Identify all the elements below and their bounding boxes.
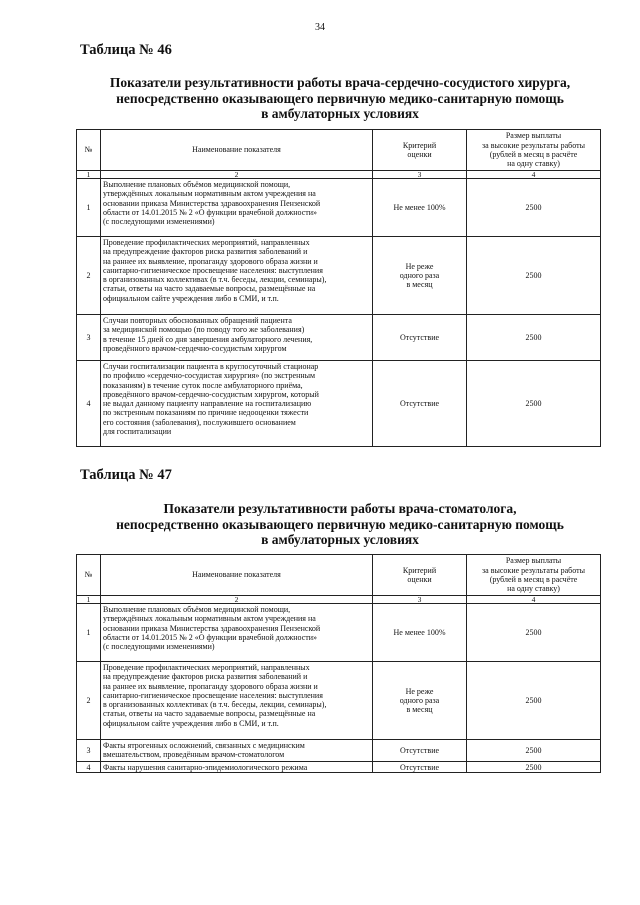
row-num: 1 — [77, 179, 101, 237]
column-numbers-row — [77, 171, 601, 179]
row-indicator: Проведение профилактических мероприятий, направленных на предупреждение факторов риска развития заболеваний и на раннее их выявление, пропаганду здорового образа жизни и санитарно-гигиеническое просвещение населения: выступления в организованных коллективах (в т.ч. беседы, лекции, семинары), статьи, ответы на часто задаваемые вопросы, размещённые на официальном сайте учреждения либо в СМИ, и т.п. — [101, 662, 373, 740]
row-indicator: Случаи повторных обоснованных обращений пациента за медицинской помощью (по поводу того же заболевания) в течение 15 дней со дня завершения амбулаторного лечения, проведённого врачом-сердечно-сосудистым хирургом — [101, 315, 373, 361]
title-line: в амбулаторных условиях — [261, 532, 419, 547]
header-payment: Размер выплаты за высокие результаты работы (рублей в месяц в расчёте на одну ставку) — [467, 555, 601, 596]
row-num: 2 — [77, 662, 101, 740]
row-criterion: Отсутствие — [373, 740, 467, 762]
row-indicator: Случаи госпитализации пациента в круглосуточный стационар по профилю «сердечно-сосудистая хирургия» (по экстренным показаниям) в течение суток после амбулаторного приёма, проведённого врачом-сердечно-сосудистым хирургом, который не выдал данному пациенту направление на госпитализацию по экстренным показаниям по причине недооценки тяжести его состояния (заболевания), послужившего основанием для госпитализации — [101, 361, 373, 447]
header-num: № — [77, 130, 101, 171]
row-criterion: Не реже одного раза в месяц — [373, 662, 467, 740]
row-num: 1 — [77, 604, 101, 662]
header-criterion: Критерий оценки — [373, 555, 467, 596]
title-line: Показатели результативности работы врача-стоматолога, — [163, 501, 517, 516]
row-num: 2 — [77, 237, 101, 315]
column-number: 2 — [101, 596, 373, 604]
column-number: 1 — [77, 171, 101, 179]
row-payment: 2500 — [467, 740, 601, 762]
table-row — [77, 361, 601, 447]
row-criterion: Не менее 100% — [373, 179, 467, 237]
row-num: 3 — [77, 315, 101, 361]
row-payment: 2500 — [467, 361, 601, 447]
row-payment: 2500 — [467, 179, 601, 237]
row-criterion: Не менее 100% — [373, 604, 467, 662]
row-criterion: Отсутствие — [373, 361, 467, 447]
row-indicator: Проведение профилактических мероприятий, направленных на предупреждение факторов риска развития заболеваний и на раннее их выявление, пропаганду здорового образа жизни и санитарно-гигиеническое просвещение населения: выступления в организованных коллективах (в т.ч. беседы, лекции, семинары), статьи, ответы на часто задаваемые вопросы, размещённые на официальном сайте учреждения либо в СМИ, и т.п. — [101, 237, 373, 315]
table-47-label: Таблица № 47 — [80, 467, 172, 483]
table-header-row — [77, 130, 601, 171]
table-row — [77, 237, 601, 315]
header-name: Наименование показателя — [101, 555, 373, 596]
table-row — [77, 315, 601, 361]
row-criterion: Не реже одного раза в месяц — [373, 237, 467, 315]
column-number: 3 — [373, 171, 467, 179]
column-number: 1 — [77, 596, 101, 604]
header-name: Наименование показателя — [101, 130, 373, 171]
header-payment: Размер выплаты за высокие результаты работы (рублей в месяц в расчёте на одну ставку) — [467, 130, 601, 171]
header-criterion: Критерий оценки — [373, 130, 467, 171]
column-number: 4 — [467, 596, 601, 604]
row-payment: 2500 — [467, 662, 601, 740]
row-num: 4 — [77, 762, 101, 773]
table-row — [77, 740, 601, 762]
column-number: 2 — [101, 171, 373, 179]
table-46-title — [80, 75, 600, 122]
table-header-row — [77, 555, 601, 596]
table-47 — [76, 554, 601, 773]
title-line: в амбулаторных условиях — [261, 106, 419, 121]
title-line: Показатели результативности работы врача-сердечно-сосудистого хирурга, — [109, 75, 571, 90]
table-46-label: Таблица № 46 — [80, 42, 172, 58]
table-row — [77, 179, 601, 237]
title-line: непосредственно оказывающего первичную медико-санитарную помощь — [116, 90, 564, 106]
row-indicator: Факты ятрогенных осложнений, связанных с медицинским вмешательством, проведённым врачом-стоматологом — [101, 740, 373, 762]
row-payment: 2500 — [467, 762, 601, 773]
row-num: 4 — [77, 361, 101, 447]
row-criterion: Отсутствие — [373, 762, 467, 773]
row-indicator: Выполнение плановых объёмов медицинской помощи, утверждённых локальным нормативным актом учреждения на основании приказа Министерства здравоохранения Пензенской области от 14.01.2015 № 2 «О функции врачебной должности» (с последующими изменениями) — [101, 179, 373, 237]
column-number: 4 — [467, 171, 601, 179]
title-line: непосредственно оказывающего первичную медико-санитарную помощь — [116, 516, 564, 532]
header-num: № — [77, 555, 101, 596]
table-row — [77, 604, 601, 662]
table-47-title — [80, 501, 600, 548]
row-payment: 2500 — [467, 604, 601, 662]
row-payment: 2500 — [467, 237, 601, 315]
row-indicator: Выполнение плановых объёмов медицинской помощи, утверждённых локальным нормативным актом учреждения на основании приказа Министерства здравоохранения Пензенской области от 14.01.2015 № 2 «О функции врачебной должности» (с последующими изменениями) — [101, 604, 373, 662]
column-number: 3 — [373, 596, 467, 604]
column-numbers-row — [77, 596, 601, 604]
page-number: 34 — [315, 22, 325, 33]
row-num: 3 — [77, 740, 101, 762]
row-indicator: Факты нарушения санитарно-эпидемиологического режима — [101, 762, 373, 773]
row-criterion: Отсутствие — [373, 315, 467, 361]
table-row — [77, 762, 601, 773]
table-46 — [76, 129, 601, 447]
table-row — [77, 662, 601, 740]
row-payment: 2500 — [467, 315, 601, 361]
